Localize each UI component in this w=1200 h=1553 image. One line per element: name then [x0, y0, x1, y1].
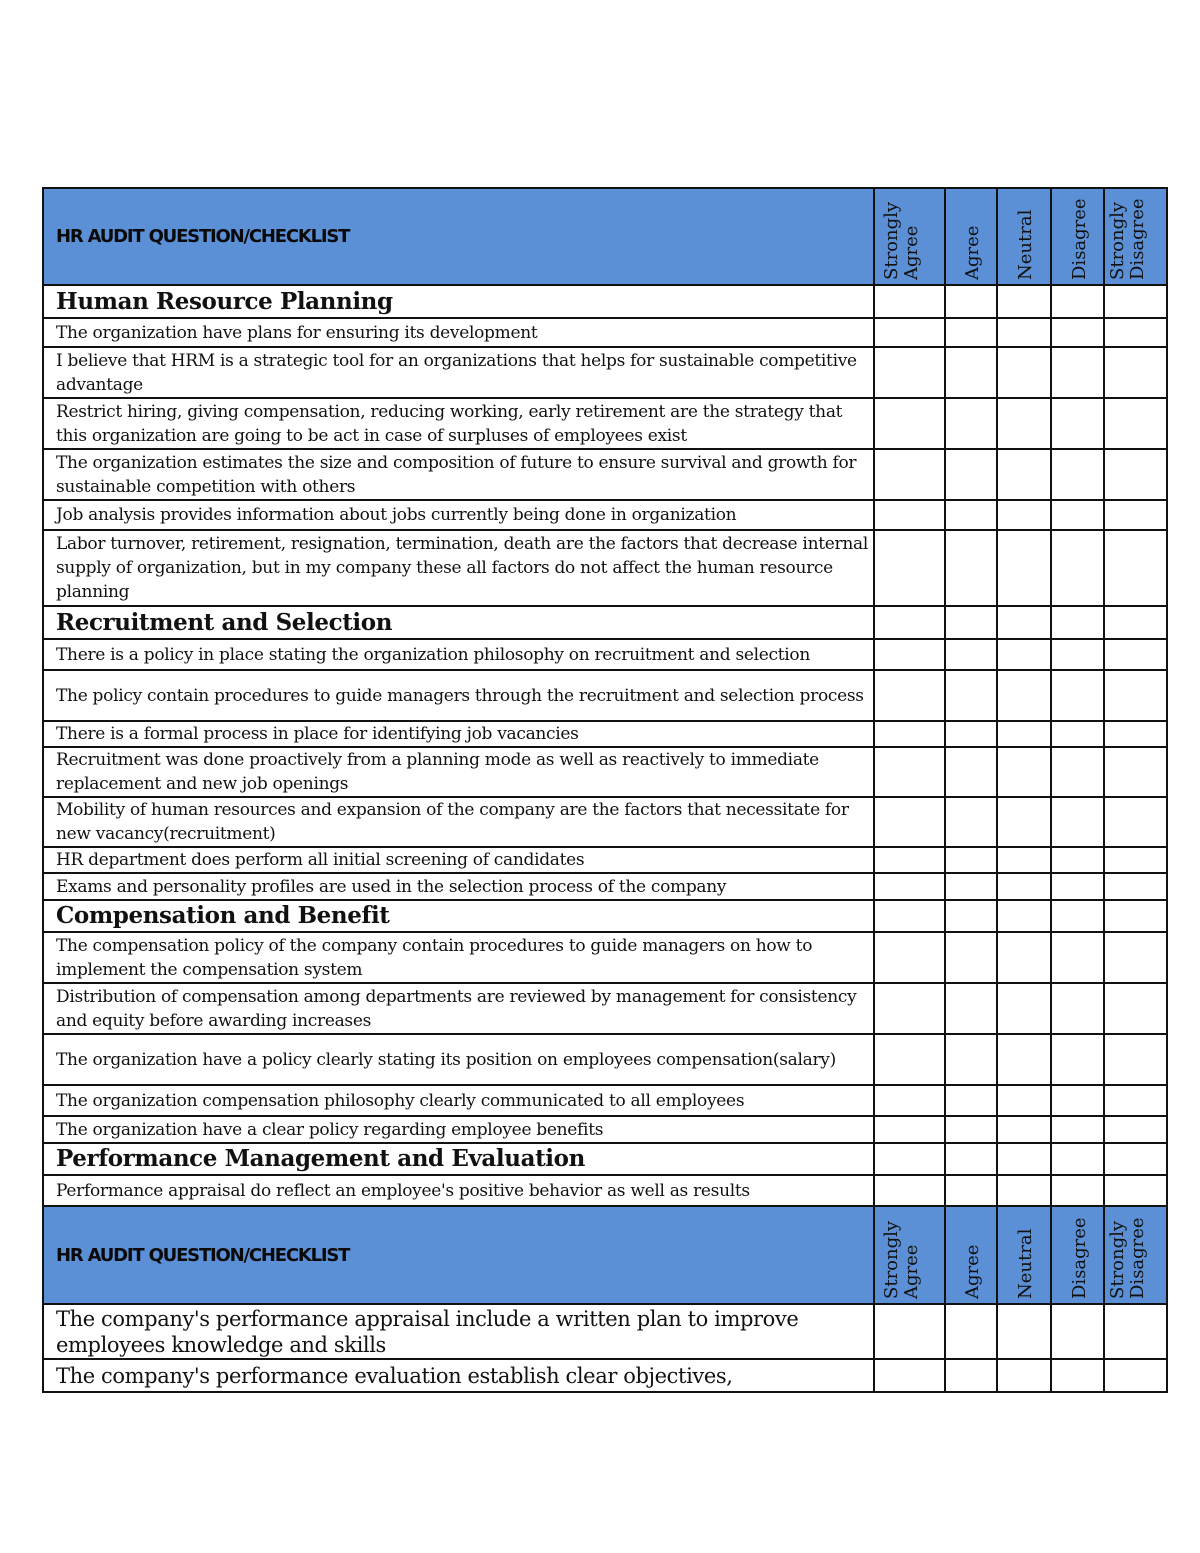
- question-row: [43, 797, 1167, 847]
- table-header-row: [43, 1206, 1167, 1304]
- rating-cell[interactable]: [997, 1175, 1051, 1206]
- rating-cell[interactable]: [874, 932, 945, 983]
- column-header-strongly-disagree: Strongly Disagree: [1104, 188, 1167, 285]
- section-title: Human Resource Planning: [43, 285, 874, 318]
- rating-cell[interactable]: [1051, 1175, 1104, 1206]
- rating-cell[interactable]: [1051, 932, 1104, 983]
- checklist-title: HR AUDIT QUESTION/CHECKLIST: [43, 188, 874, 285]
- rating-cell[interactable]: [1051, 285, 1104, 318]
- checklist-title: HR AUDIT QUESTION/CHECKLIST: [43, 1206, 874, 1304]
- question-row: [43, 873, 1167, 900]
- rating-cell[interactable]: [945, 900, 997, 932]
- audit-checklist-table-continued: [42, 1205, 1168, 1393]
- rating-cell[interactable]: [1051, 639, 1104, 670]
- rating-cell[interactable]: [1104, 606, 1167, 639]
- question-text: Labor turnover, retirement, resignation, termination, death are the factors that decrease internal supply of organization, but in my company these all factors do not affect the human resource planning: [43, 530, 874, 606]
- section-row: [43, 606, 1167, 639]
- rating-cell[interactable]: [945, 639, 997, 670]
- rating-cell[interactable]: [1104, 318, 1167, 347]
- question-row: [43, 932, 1167, 983]
- rating-cell[interactable]: [945, 1143, 997, 1175]
- rating-cell[interactable]: [945, 606, 997, 639]
- rating-cell[interactable]: [945, 670, 997, 721]
- rating-cell[interactable]: [945, 1085, 997, 1116]
- column-header-disagree: Disagree: [1051, 188, 1104, 285]
- rating-cell[interactable]: [997, 398, 1051, 449]
- rating-cell[interactable]: [1104, 347, 1167, 398]
- rating-cell[interactable]: [874, 500, 945, 530]
- rating-cell[interactable]: [997, 318, 1051, 347]
- rating-cell[interactable]: [874, 1034, 945, 1085]
- rating-cell[interactable]: [997, 530, 1051, 606]
- question-text: Restrict hiring, giving compensation, reducing working, early retirement are the strategy that this organization are going to be act in case of surpluses of employees exist: [43, 398, 874, 449]
- rating-cell[interactable]: [1104, 1034, 1167, 1085]
- rating-cell[interactable]: [874, 847, 945, 873]
- question-row: [43, 670, 1167, 721]
- question-text: Recruitment was done proactively from a planning mode as well as reactively to immediate replacement and new job openings: [43, 747, 874, 797]
- rating-cell[interactable]: [874, 721, 945, 747]
- rating-cell[interactable]: [997, 721, 1051, 747]
- rating-cell[interactable]: [1051, 1116, 1104, 1143]
- question-text: The organization estimates the size and composition of future to ensure survival and growth for sustainable competition with others: [43, 449, 874, 500]
- column-header-disagree: Disagree: [1051, 1206, 1104, 1304]
- rating-cell[interactable]: [874, 398, 945, 449]
- rating-cell[interactable]: [874, 347, 945, 398]
- rating-cell[interactable]: [1104, 1143, 1167, 1175]
- rating-cell[interactable]: [945, 500, 997, 530]
- section-row: [43, 900, 1167, 932]
- rating-cell[interactable]: [945, 847, 997, 873]
- rating-cell[interactable]: [1051, 449, 1104, 500]
- rating-cell[interactable]: [997, 797, 1051, 847]
- rating-cell[interactable]: [997, 873, 1051, 900]
- rating-cell[interactable]: [945, 873, 997, 900]
- rating-cell[interactable]: [945, 1034, 997, 1085]
- rating-cell[interactable]: [1104, 873, 1167, 900]
- rating-cell[interactable]: [997, 932, 1051, 983]
- question-row: [43, 847, 1167, 873]
- rating-cell[interactable]: [1104, 797, 1167, 847]
- column-header-strongly-agree: Strongly Agree: [874, 1206, 945, 1304]
- rating-cell[interactable]: [997, 285, 1051, 318]
- column-header-agree: Agree: [945, 1206, 997, 1304]
- rating-cell[interactable]: [997, 1034, 1051, 1085]
- rating-cell[interactable]: [1104, 449, 1167, 500]
- rating-cell[interactable]: [945, 530, 997, 606]
- rating-cell[interactable]: [997, 347, 1051, 398]
- rating-cell[interactable]: [1051, 721, 1104, 747]
- rating-cell[interactable]: [1051, 797, 1104, 847]
- rating-cell[interactable]: [945, 1359, 997, 1392]
- question-row: [43, 1175, 1167, 1206]
- column-header-strongly-disagree: Strongly Disagree: [1104, 1206, 1167, 1304]
- question-row: [43, 398, 1167, 449]
- rating-cell[interactable]: [1051, 1085, 1104, 1116]
- rating-cell[interactable]: [945, 285, 997, 318]
- rating-cell[interactable]: [1051, 318, 1104, 347]
- rating-cell[interactable]: [874, 670, 945, 721]
- rating-cell[interactable]: [997, 1116, 1051, 1143]
- rating-cell[interactable]: [874, 1085, 945, 1116]
- rating-cell[interactable]: [874, 639, 945, 670]
- question-row: [43, 318, 1167, 347]
- rating-cell[interactable]: [874, 873, 945, 900]
- rating-cell[interactable]: [1051, 1304, 1104, 1359]
- rating-cell[interactable]: [997, 500, 1051, 530]
- rating-cell[interactable]: [874, 900, 945, 932]
- rating-cell[interactable]: [997, 606, 1051, 639]
- question-row: [43, 639, 1167, 670]
- rating-cell[interactable]: [1051, 347, 1104, 398]
- rating-cell[interactable]: [997, 1143, 1051, 1175]
- section-title: Compensation and Benefit: [43, 900, 874, 932]
- rating-cell[interactable]: [874, 797, 945, 847]
- question-row: [43, 1304, 1167, 1359]
- audit-checklist-table: [42, 187, 1168, 1207]
- rating-cell[interactable]: [1051, 500, 1104, 530]
- rating-cell[interactable]: [945, 983, 997, 1034]
- rating-cell[interactable]: [1051, 1359, 1104, 1392]
- question-text: The organization have plans for ensuring its development: [43, 318, 874, 347]
- rating-cell[interactable]: [997, 900, 1051, 932]
- question-row: [43, 530, 1167, 606]
- rating-cell[interactable]: [874, 1304, 945, 1359]
- rating-cell[interactable]: [945, 797, 997, 847]
- question-text: There is a formal process in place for identifying job vacancies: [43, 721, 874, 747]
- rating-cell[interactable]: [1051, 1034, 1104, 1085]
- rating-cell[interactable]: [874, 1359, 945, 1392]
- rating-cell[interactable]: [1051, 847, 1104, 873]
- column-header-strongly-agree: Strongly Agree: [874, 188, 945, 285]
- question-text: Mobility of human resources and expansion of the company are the factors that necessitate for new vacancy(recruitment): [43, 797, 874, 847]
- rating-cell[interactable]: [874, 449, 945, 500]
- rating-cell[interactable]: [945, 747, 997, 797]
- rating-cell[interactable]: [1051, 670, 1104, 721]
- question-row: [43, 747, 1167, 797]
- question-row: [43, 1116, 1167, 1143]
- table-header-row: [43, 188, 1167, 285]
- rating-cell[interactable]: [997, 449, 1051, 500]
- question-text: Distribution of compensation among departments are reviewed by management for consistency and equity before awarding increases: [43, 983, 874, 1034]
- question-row: [43, 347, 1167, 398]
- rating-cell[interactable]: [1104, 500, 1167, 530]
- section-row: [43, 285, 1167, 318]
- rating-cell[interactable]: [945, 1304, 997, 1359]
- rating-cell[interactable]: [945, 449, 997, 500]
- rating-cell[interactable]: [874, 606, 945, 639]
- question-text: The compensation policy of the company contain procedures to guide managers on how to implement the compensation system: [43, 932, 874, 983]
- rating-cell[interactable]: [874, 983, 945, 1034]
- rating-cell[interactable]: [1051, 398, 1104, 449]
- rating-cell[interactable]: [1104, 1175, 1167, 1206]
- question-text: There is a policy in place stating the organization philosophy on recruitment and selection: [43, 639, 874, 670]
- rating-cell[interactable]: [874, 530, 945, 606]
- rating-cell[interactable]: [945, 398, 997, 449]
- section-title: Performance Management and Evaluation: [43, 1143, 874, 1175]
- rating-cell[interactable]: [1104, 847, 1167, 873]
- question-row: [43, 1085, 1167, 1116]
- question-text: Exams and personality profiles are used in the selection process of the company: [43, 873, 874, 900]
- rating-cell[interactable]: [1051, 1143, 1104, 1175]
- section-row: [43, 1143, 1167, 1175]
- question-row: [43, 500, 1167, 530]
- rating-cell[interactable]: [945, 1175, 997, 1206]
- rating-cell[interactable]: [997, 847, 1051, 873]
- question-text: The organization have a clear policy regarding employee benefits: [43, 1116, 874, 1143]
- rating-cell[interactable]: [874, 1143, 945, 1175]
- rating-cell[interactable]: [1051, 530, 1104, 606]
- rating-cell[interactable]: [945, 1116, 997, 1143]
- rating-cell[interactable]: [1104, 398, 1167, 449]
- section-title: Recruitment and Selection: [43, 606, 874, 639]
- question-row: [43, 1034, 1167, 1085]
- rating-cell[interactable]: [874, 318, 945, 347]
- rating-cell[interactable]: [1104, 285, 1167, 318]
- rating-cell[interactable]: [874, 1175, 945, 1206]
- rating-cell[interactable]: [874, 747, 945, 797]
- column-header-agree: Agree: [945, 188, 997, 285]
- rating-cell[interactable]: [1104, 747, 1167, 797]
- column-header-neutral: Neutral: [997, 1206, 1051, 1304]
- question-text: I believe that HRM is a strategic tool for an organizations that helps for sustainable competitive advantage: [43, 347, 874, 398]
- rating-cell[interactable]: [1051, 873, 1104, 900]
- rating-cell[interactable]: [1104, 639, 1167, 670]
- rating-cell[interactable]: [874, 285, 945, 318]
- question-text: The company's performance appraisal include a written plan to improve employees knowledge and skills: [43, 1304, 874, 1359]
- rating-cell[interactable]: [1104, 1085, 1167, 1116]
- question-text: The policy contain procedures to guide managers through the recruitment and selection process: [43, 670, 874, 721]
- rating-cell[interactable]: [945, 932, 997, 983]
- rating-cell[interactable]: [874, 1116, 945, 1143]
- question-text: The company's performance evaluation establish clear objectives,: [43, 1359, 874, 1392]
- rating-cell[interactable]: [997, 1359, 1051, 1392]
- rating-cell[interactable]: [1051, 983, 1104, 1034]
- question-row: [43, 1359, 1167, 1392]
- rating-cell[interactable]: [1104, 1359, 1167, 1392]
- rating-cell[interactable]: [997, 670, 1051, 721]
- rating-cell[interactable]: [1051, 900, 1104, 932]
- rating-cell[interactable]: [945, 318, 997, 347]
- rating-cell[interactable]: [945, 347, 997, 398]
- rating-cell[interactable]: [1104, 721, 1167, 747]
- rating-cell[interactable]: [1104, 1116, 1167, 1143]
- question-text: The organization have a policy clearly stating its position on employees compensation(salary): [43, 1034, 874, 1085]
- rating-cell[interactable]: [997, 747, 1051, 797]
- rating-cell[interactable]: [997, 1085, 1051, 1116]
- rating-cell[interactable]: [997, 983, 1051, 1034]
- question-row: [43, 449, 1167, 500]
- question-text: HR department does perform all initial screening of candidates: [43, 847, 874, 873]
- question-row: [43, 983, 1167, 1034]
- question-row: [43, 721, 1167, 747]
- rating-cell[interactable]: [1104, 983, 1167, 1034]
- rating-cell[interactable]: [1051, 606, 1104, 639]
- rating-cell[interactable]: [1104, 1304, 1167, 1359]
- rating-cell[interactable]: [945, 721, 997, 747]
- question-text: The organization compensation philosophy clearly communicated to all employees: [43, 1085, 874, 1116]
- question-text: Job analysis provides information about jobs currently being done in organization: [43, 500, 874, 530]
- rating-cell[interactable]: [1104, 670, 1167, 721]
- question-text: Performance appraisal do reflect an employee's positive behavior as well as results: [43, 1175, 874, 1206]
- rating-cell[interactable]: [1104, 932, 1167, 983]
- rating-cell[interactable]: [1104, 530, 1167, 606]
- rating-cell[interactable]: [1051, 747, 1104, 797]
- column-header-neutral: Neutral: [997, 188, 1051, 285]
- rating-cell[interactable]: [997, 639, 1051, 670]
- rating-cell[interactable]: [1104, 900, 1167, 932]
- rating-cell[interactable]: [997, 1304, 1051, 1359]
